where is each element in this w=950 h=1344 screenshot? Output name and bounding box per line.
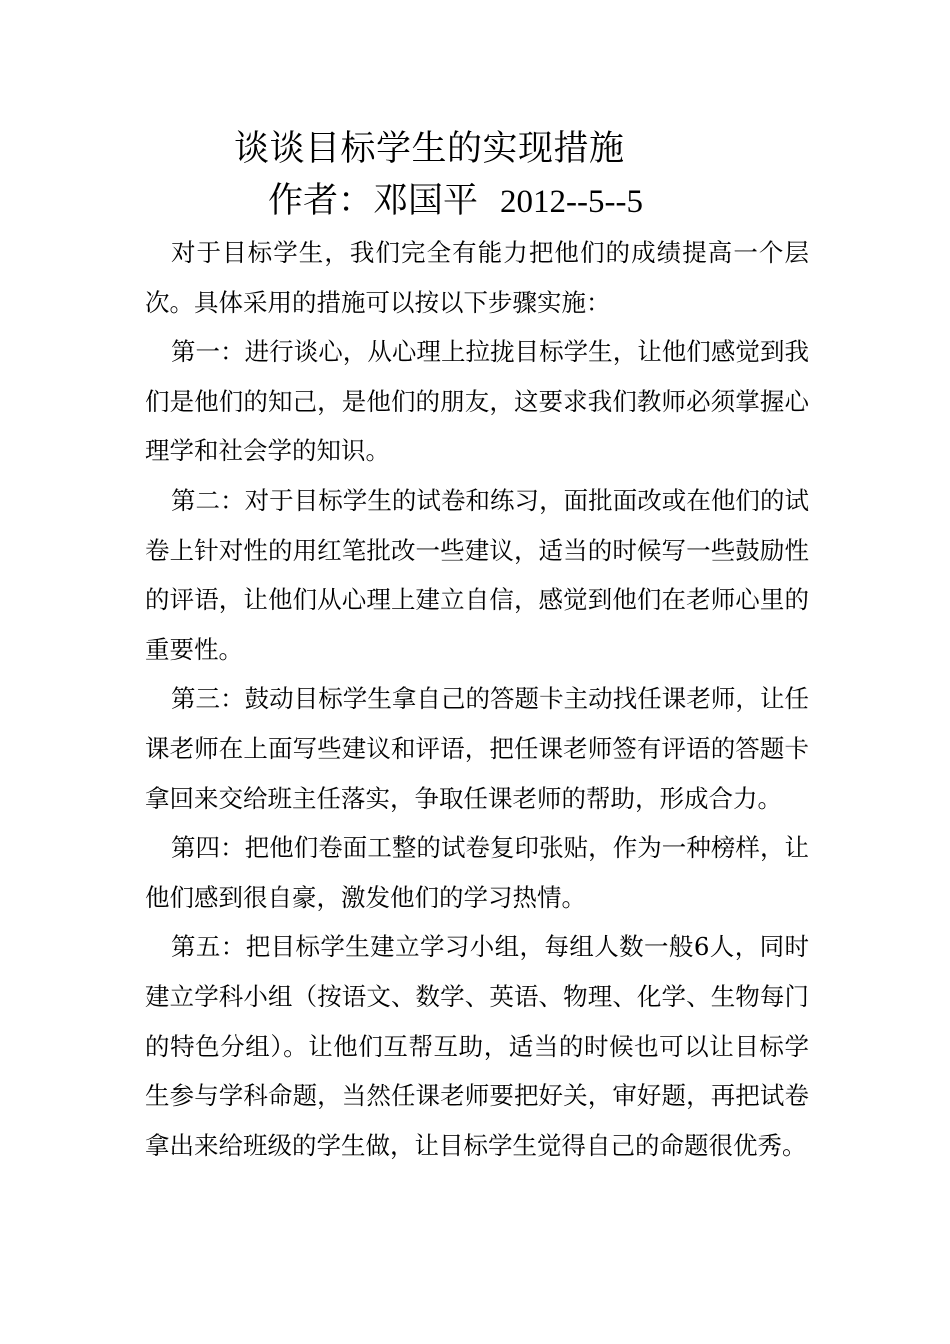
paragraph-step-3: 第三：鼓动目标学生拿自己的答题卡主动找任课老师，让任课老师在上面写些建议和评语，把任课老师签有评语的答题卡拿回来交给班主任落实，争取任课老师的帮助，形成合力。 [145, 684, 809, 813]
paragraph-step-1: 第一：进行谈心，从心理上拉拢目标学生，让他们感觉到我们是他们的知己，是他们的朋友，这要求我们教师必须掌握心理学和社会学的知识。 [145, 337, 809, 466]
paragraph-step-5: 第五：把目标学生建立学习小组，每组人数一般6人，同时建立学科小组（按语文、数学、英语、物理、化学、生物每门的特色分组）。让他们互帮互助，适当的时候也可以让目标学生参与学科命题，当然任课老师要把好关，审好题，再把试卷拿出来给班级的学生做，让目标学生觉得自己的命题很优秀。 [145, 932, 809, 1160]
paragraph-intro: 对于目标学生，我们完全有能力把他们的成绩提高一个层次。具体采用的措施可以按以下步骤实施： [145, 238, 809, 317]
document-date: 2012--5--5 [500, 184, 643, 220]
paragraph-step-4: 第四：把他们卷面工整的试卷复印张贴，作为一种榜样，让他们感到很自豪，激发他们的学习热情。 [145, 833, 809, 912]
document-body [145, 228, 809, 1170]
author-byline [268, 178, 643, 225]
author-name: 作者：邓国平 [268, 181, 479, 221]
document-title: 谈谈目标学生的实现措施 [234, 129, 625, 169]
paragraph-step-2: 第二：对于目标学生的试卷和练习，面批面改或在他们的试卷上针对性的用红笔批改一些建议，适当的时候写一些鼓励性的评语，让他们从心理上建立自信，感觉到他们在老师心里的重要性。 [145, 485, 809, 664]
